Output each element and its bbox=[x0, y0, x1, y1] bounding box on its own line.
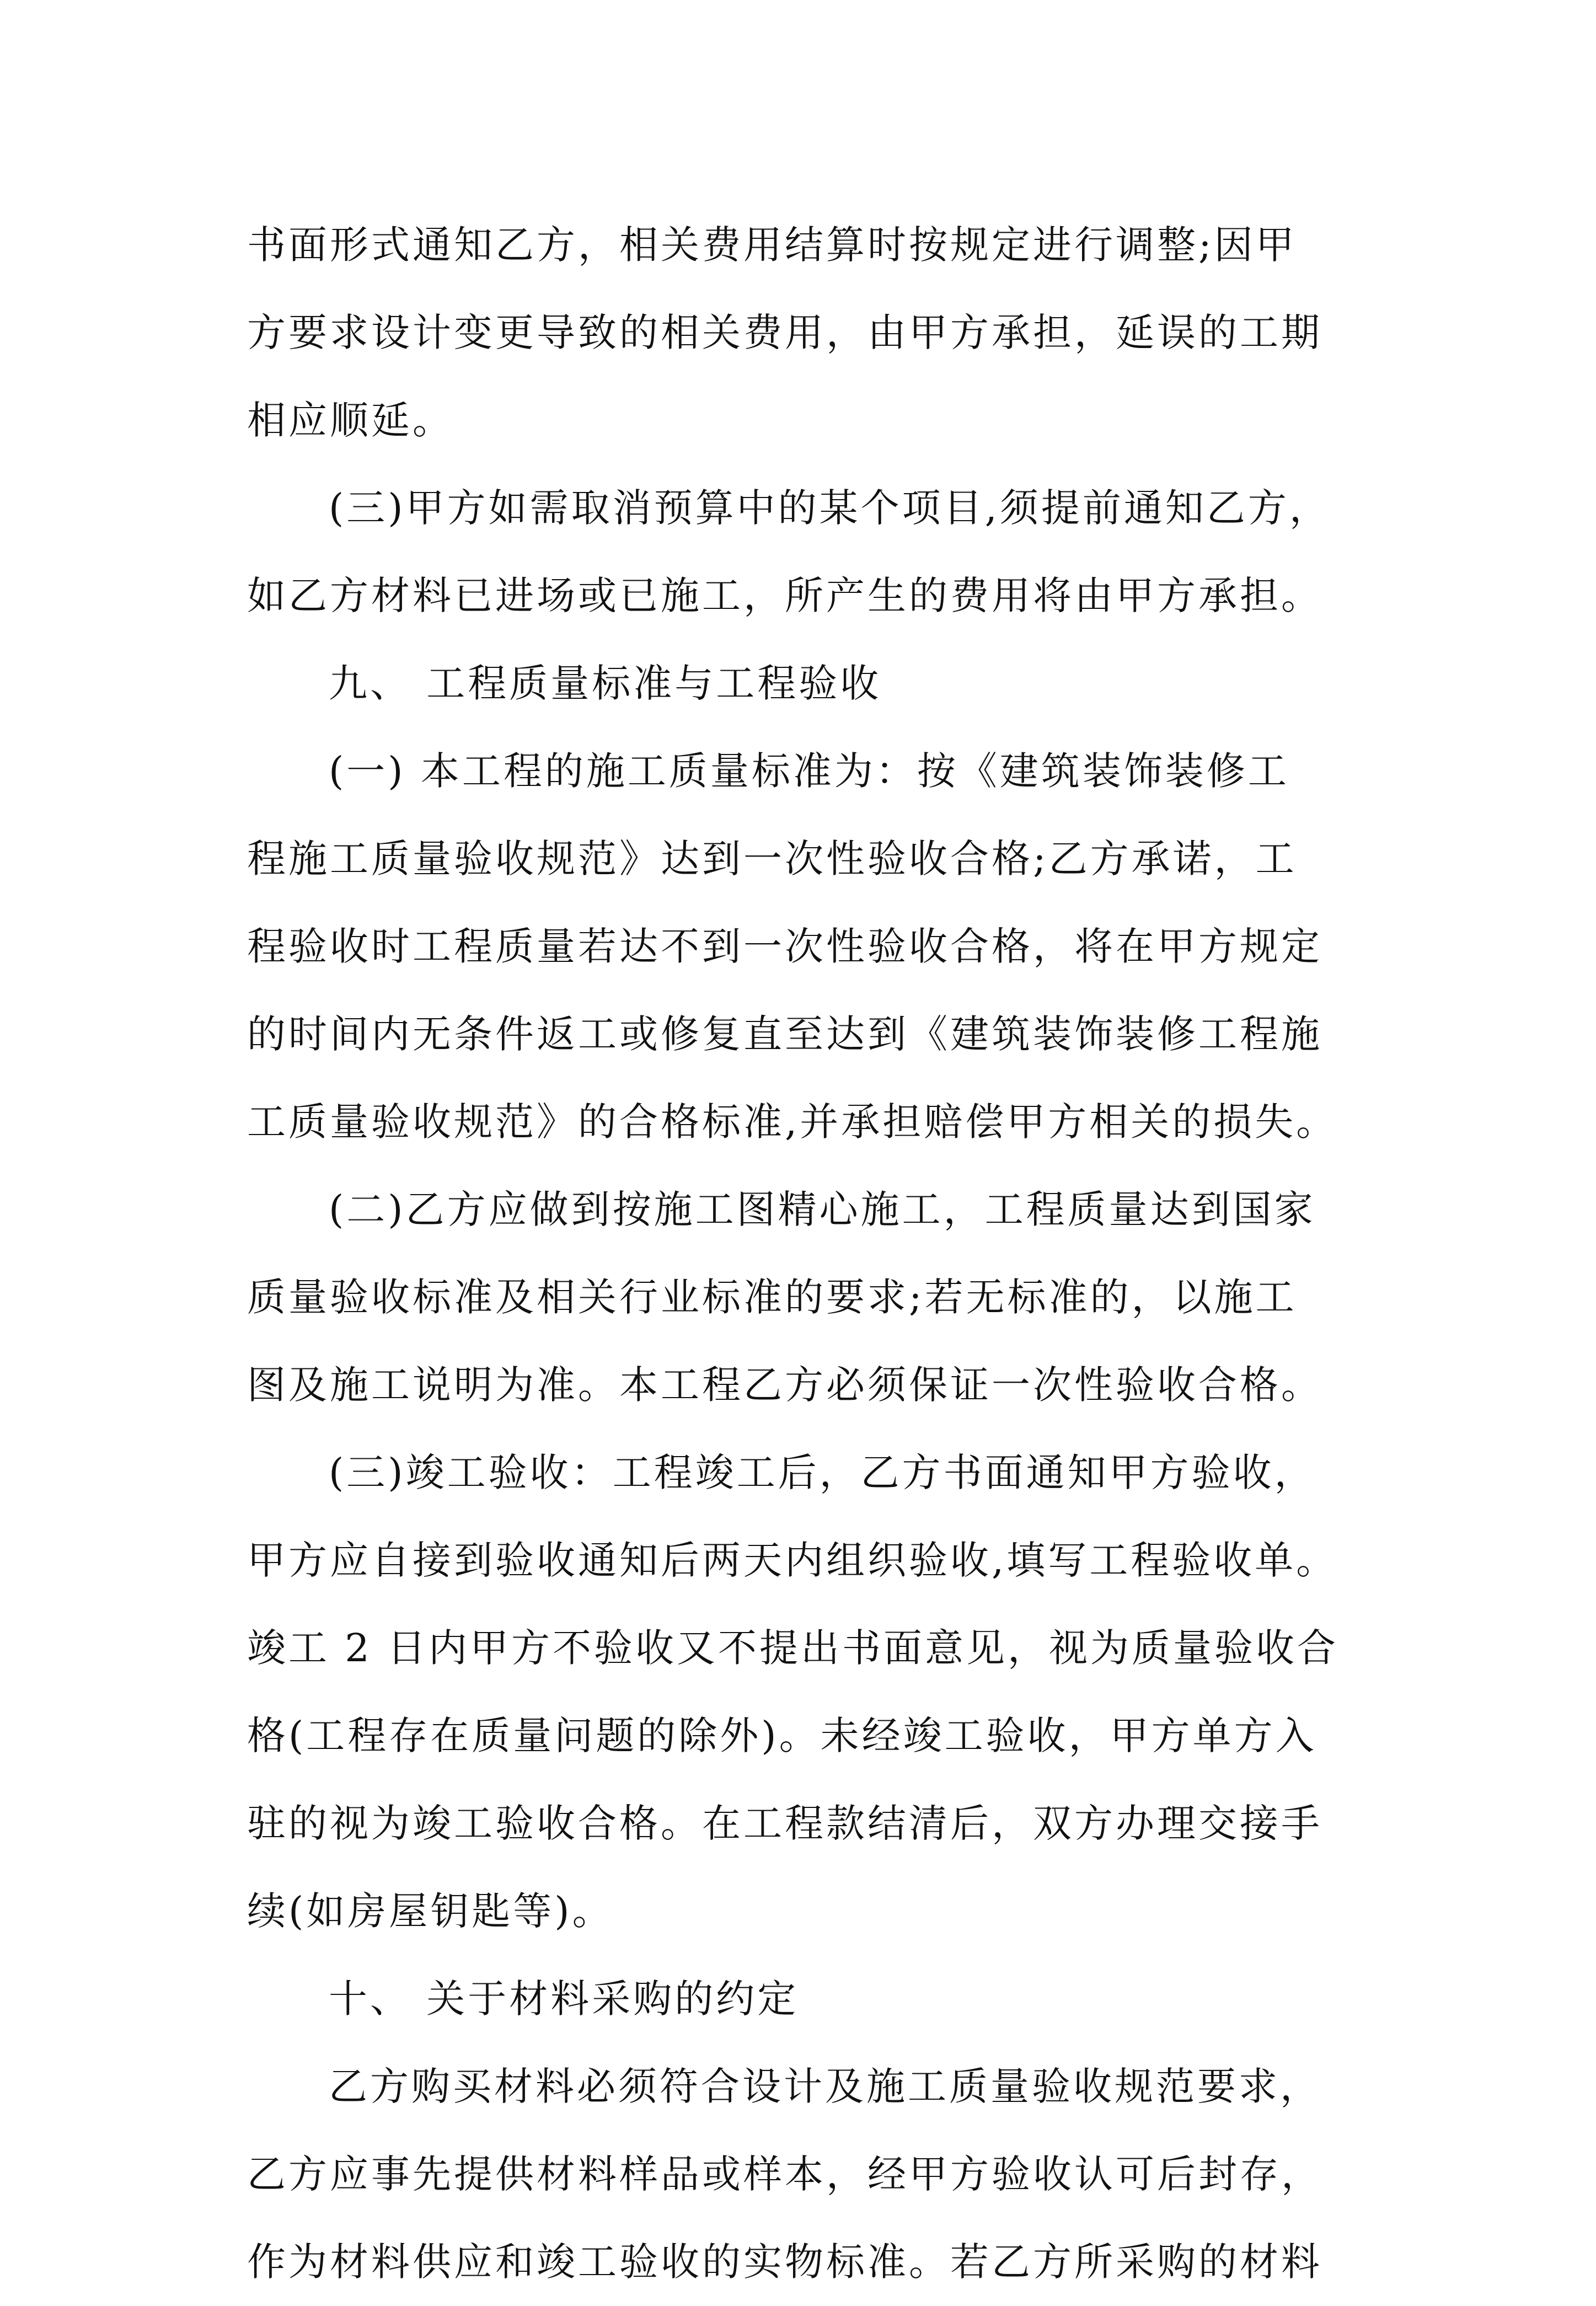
paragraph-line: 竣工 2 日内甲方不验收又不提出书面意见，视为质量验收合 bbox=[247, 1625, 1339, 1671]
section-heading: 十、 关于材料采购的约定 bbox=[329, 1976, 799, 2021]
paragraph-line: 乙方购买材料必须符合设计及施工质量验收规范要求， bbox=[329, 2064, 1321, 2109]
paragraph-line: 质量验收标准及相关行业标准的要求;若无标准的，以施工 bbox=[247, 1275, 1297, 1320]
paragraph-line: 书面形式通知乙方，相关费用结算时按规定进行调整;因甲 bbox=[247, 222, 1297, 267]
paragraph-line: 作为材料供应和竣工验收的实物标准。若乙方所采购的材料 bbox=[247, 2239, 1322, 2284]
paragraph-line: (二)乙方应做到按施工图精心施工，工程质量达到国家 bbox=[329, 1187, 1316, 1232]
paragraph-line: 的时间内无条件返工或修复直至达到《建筑装饰装修工程施 bbox=[247, 1012, 1322, 1057]
paragraph-line: 方要求设计变更导致的相关费用，由甲方承担，延误的工期 bbox=[247, 310, 1322, 355]
paragraph-line: 图及施工说明为准。本工程乙方必须保证一次性验收合格。 bbox=[247, 1362, 1322, 1408]
paragraph-line: (一) 本工程的施工质量标准为：按《建筑装饰装修工 bbox=[329, 748, 1289, 794]
paragraph-line: 工质量验收规范》的合格标准,并承担赔偿甲方相关的损失。 bbox=[247, 1099, 1338, 1144]
paragraph-line: 续(如房屋钥匙等)。 bbox=[247, 1888, 614, 1934]
paragraph-line: (三)竣工验收：工程竣工后，乙方书面通知甲方验收， bbox=[329, 1450, 1316, 1495]
paragraph-line: 甲方应自接到验收通知后两天内组织验收,填写工程验收单。 bbox=[247, 1538, 1338, 1583]
paragraph-line: 驻的视为竣工验收合格。在工程款结清后，双方办理交接手 bbox=[247, 1801, 1322, 1846]
paragraph-line: 格(工程存在质量问题的除外)。未经竣工验收，甲方单方入 bbox=[247, 1713, 1317, 1758]
document-body bbox=[247, 201, 1361, 2306]
paragraph-line: 程验收时工程质量若达不到一次性验收合格，将在甲方规定 bbox=[247, 924, 1322, 969]
paragraph-line: (三)甲方如需取消预算中的某个项目,须提前通知乙方， bbox=[329, 485, 1331, 531]
section-heading: 九、 工程质量标准与工程验收 bbox=[329, 661, 882, 706]
paragraph-line: 相应顺延。 bbox=[247, 398, 454, 443]
paragraph-line: 程施工质量验收规范》达到一次性验收合格;乙方承诺，工 bbox=[247, 836, 1297, 881]
paragraph-line: 乙方应事先提供材料样品或样本，经甲方验收认可后封存， bbox=[247, 2152, 1322, 2197]
paragraph-line: 如乙方材料已进场或已施工，所产生的费用将由甲方承担。 bbox=[247, 573, 1322, 618]
